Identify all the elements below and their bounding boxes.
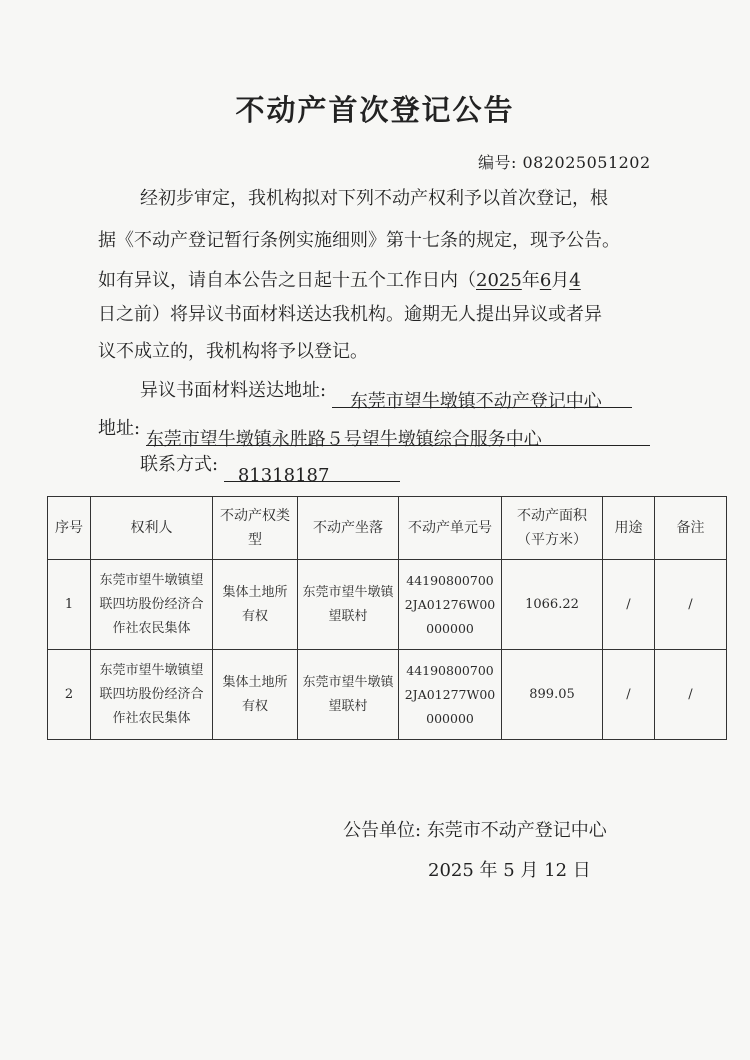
- header-location: 不动产坐落: [298, 497, 399, 560]
- cell-remark: /: [655, 650, 727, 740]
- body-line-2: 据《不动产登记暂行条例实施细则》第十七条的规定，现予公告。: [98, 230, 620, 251]
- cell-no: 1: [48, 560, 91, 650]
- cell-remark: /: [655, 560, 727, 650]
- deadline-month: 6: [539, 270, 552, 291]
- objection-address-value: 东莞市望牛墩镇不动产登记中心: [349, 391, 602, 412]
- body-line-4: 日之前）将异议书面材料送达我机构。逾期无人提出异议或者异: [98, 304, 602, 325]
- cell-type: 集体土地所有权: [213, 650, 298, 740]
- office-address-label: 地址:: [98, 418, 141, 439]
- body-line-3-text: 如有异议，请自本公告之日起十五个工作日内（: [98, 270, 476, 291]
- cell-unit: 441908007002JA01277W00000000: [399, 650, 502, 740]
- office-address: [98, 412, 650, 450]
- table-header-row: [48, 497, 727, 560]
- table-row: [48, 650, 727, 740]
- deadline-year: 2025: [476, 270, 522, 291]
- office-address-field: [145, 423, 650, 450]
- serial-label: 编号:: [478, 153, 517, 172]
- issuing-unit: [343, 816, 607, 842]
- header-owner: 权利人: [91, 497, 213, 560]
- header-no: 序号: [48, 497, 91, 560]
- office-address-value: 东莞市望牛墩镇永胜路５号望牛墩镇综合服务中心: [145, 429, 542, 450]
- serial-value: 082025051202: [522, 153, 651, 172]
- table-row: [48, 560, 727, 650]
- issue-date: 2025 年 5 月 12 日: [428, 860, 591, 881]
- objection-address: [140, 374, 632, 412]
- deadline-year-unit: 年: [521, 270, 540, 291]
- cell-type: 集体土地所有权: [213, 560, 298, 650]
- body-line-1: 经初步审定，我机构拟对下列不动产权利予以首次登记，根: [140, 188, 608, 209]
- body-line-5: 议不成立的，我机构将予以登记。: [98, 341, 368, 362]
- header-unit: 不动产单元号: [399, 497, 502, 560]
- cell-use: /: [603, 560, 655, 650]
- serial-number: [478, 150, 651, 173]
- cell-location: 东莞市望牛墩镇望联村: [298, 560, 399, 650]
- contact-phone-label: 联系方式:: [140, 454, 219, 475]
- header-use: 用途: [603, 497, 655, 560]
- cell-owner: 东莞市望牛墩镇望联四坊股份经济合作社农民集体: [91, 560, 213, 650]
- issuing-unit-label: 公告单位:: [343, 820, 422, 841]
- cell-area: 899.05: [502, 650, 603, 740]
- body-line-3: [98, 264, 581, 298]
- header-type: 不动产权类型: [213, 497, 298, 560]
- contact-phone-value: 81318187: [237, 465, 330, 486]
- contact-phone: [140, 448, 400, 486]
- cell-area: 1066.22: [502, 560, 603, 650]
- issuing-unit-value: 东莞市不动产登记中心: [426, 820, 607, 841]
- cell-no: 2: [48, 650, 91, 740]
- registration-table: [47, 496, 727, 740]
- cell-unit: 441908007002JA01276W00000000: [399, 560, 502, 650]
- cell-use: /: [603, 650, 655, 740]
- cell-location: 东莞市望牛墩镇望联村: [298, 650, 399, 740]
- deadline-day: 4: [569, 270, 581, 291]
- header-area: 不动产面积（平方米）: [502, 497, 603, 560]
- cell-owner: 东莞市望牛墩镇望联四坊股份经济合作社农民集体: [91, 650, 213, 740]
- deadline-month-unit: 月: [551, 270, 570, 291]
- header-remark: 备注: [655, 497, 727, 560]
- objection-address-label: 异议书面材料送达地址:: [140, 380, 327, 401]
- page-title: 不动产首次登记公告: [235, 93, 515, 127]
- objection-address-field: [332, 385, 632, 412]
- contact-phone-field: [224, 459, 400, 486]
